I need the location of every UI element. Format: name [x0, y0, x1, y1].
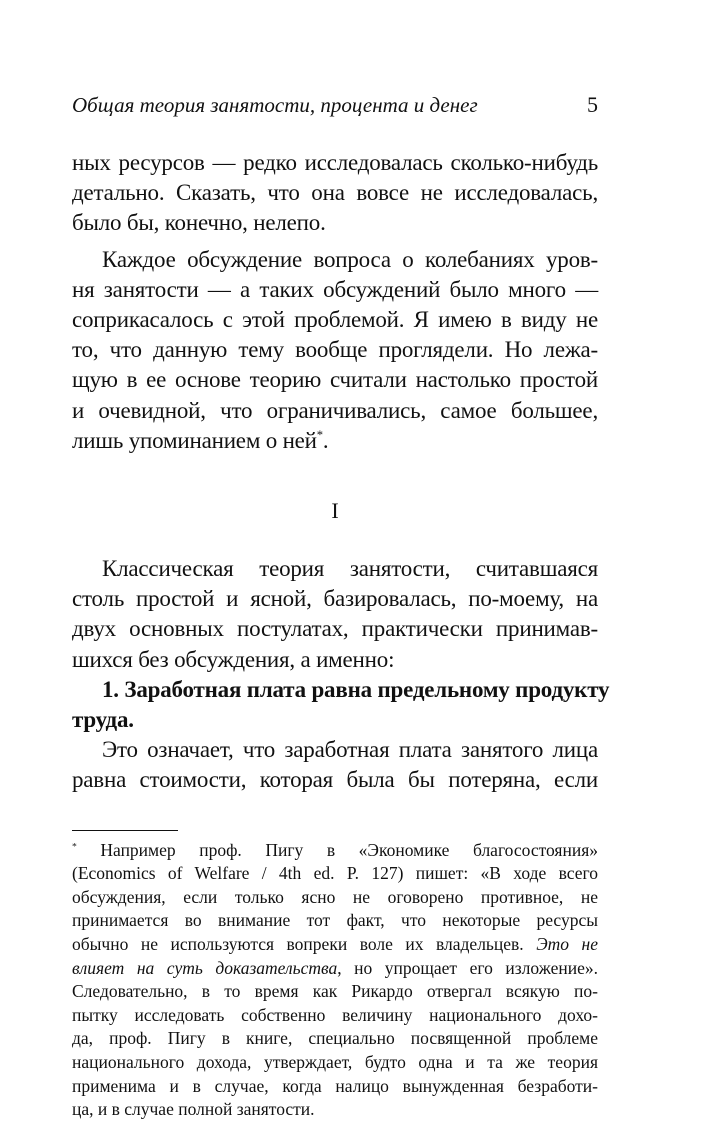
- paragraph-1: [72, 148, 598, 239]
- footnote-line: обсуждения, если только ясно не оговорено противное, не: [72, 886, 598, 907]
- footnote-reference[interactable]: *: [316, 427, 323, 442]
- text-segment: , но упрощает его изложение».: [337, 957, 598, 978]
- text-line: детально. Сказать, что она вовсе не исследовалась,: [72, 180, 598, 206]
- text-line: было бы, конечно, нелепо.: [72, 210, 326, 236]
- footnote-line: ца, и в случае полной занятости.: [72, 1099, 315, 1120]
- text-line: Это означает, что заработная плата занятого лица: [102, 737, 598, 763]
- text-line: труда.: [72, 707, 134, 733]
- footnote-line: Следовательно, в то время как Рикардо отвергал всякую по-: [72, 981, 598, 1002]
- text-line: ня занятости — а таких обсуждений было много —: [72, 276, 598, 302]
- book-page: [72, 92, 610, 1122]
- footnote-mark: *: [72, 840, 77, 852]
- text-line: Классическая теория занятости, считавшаяся: [102, 556, 598, 582]
- running-header: [72, 92, 598, 118]
- text-segment: Например проф. Пигу в «Экономике благосостояния»: [100, 839, 598, 860]
- text-segment: .: [322, 427, 329, 453]
- footnote-line: применима и в случае, когда налицо вынужденная безработи-: [72, 1075, 598, 1096]
- italic-segment: Это не: [536, 934, 599, 955]
- italic-segment: влияет на суть доказательства: [72, 957, 338, 978]
- text-line: щую в ее основе теорию считали настолько простой: [72, 367, 598, 393]
- paragraph-3: [72, 554, 598, 675]
- running-title: Общая теория занятости, процента и денег: [72, 93, 478, 117]
- text-line: 1. Заработная плата равна предельному продукту: [102, 676, 610, 702]
- footnote-line: национального дохода, утверждает, будто одна и та же теория: [72, 1052, 598, 1072]
- text-line: шихся без обсуждения, а именно:: [72, 646, 395, 672]
- paragraph-5: [72, 735, 598, 795]
- text-line: то, что данную тему вообще проглядели. Но лежа-: [72, 337, 598, 363]
- footnote-line: пытку исследовать собственно величину национального дохо-: [72, 1004, 598, 1025]
- footnote-line: [72, 957, 598, 981]
- text-segment: обычно не используются вопреки воле их владельцев.: [72, 934, 524, 955]
- text-line: столь простой и ясной, базировалась, по-моему, на: [72, 586, 598, 612]
- footnote-line: принимается во внимание тот факт, что некоторые ресурсы: [72, 910, 598, 931]
- footnote: [72, 839, 598, 1122]
- postulate-1: [72, 675, 610, 735]
- paragraph-2: [72, 245, 598, 456]
- footnote-line: [72, 839, 598, 863]
- text-line: ных ресурсов — редко исследовалась сколько-нибудь: [72, 150, 598, 175]
- text-segment: лишь упоминанием о ней: [72, 427, 317, 453]
- text-line: равна стоимости, которая была бы потеряна, если: [72, 767, 598, 793]
- text-line: Каждое обсуждение вопроса о колебаниях уров-: [102, 246, 598, 272]
- section-heading: I: [331, 498, 339, 524]
- footnote-divider: [72, 830, 178, 831]
- text-line-last: [72, 426, 598, 456]
- main-text: [72, 148, 610, 796]
- text-line: двух основных постулатах, практически принимав-: [72, 616, 598, 642]
- footnote-line: да, проф. Пигу в книге, специально посвященной проблеме: [72, 1028, 598, 1049]
- page-number: 5: [587, 92, 598, 117]
- text-line: соприкасалось с этой проблемой. Я имею в виду не: [72, 307, 598, 333]
- text-line: и очевидной, что ограничивались, самое большее,: [72, 397, 598, 423]
- footnote-line: (Economics of Welfare / 4th ed. P. 127) пишет: «В ходе всего: [72, 863, 598, 884]
- footnote-line: [72, 933, 598, 957]
